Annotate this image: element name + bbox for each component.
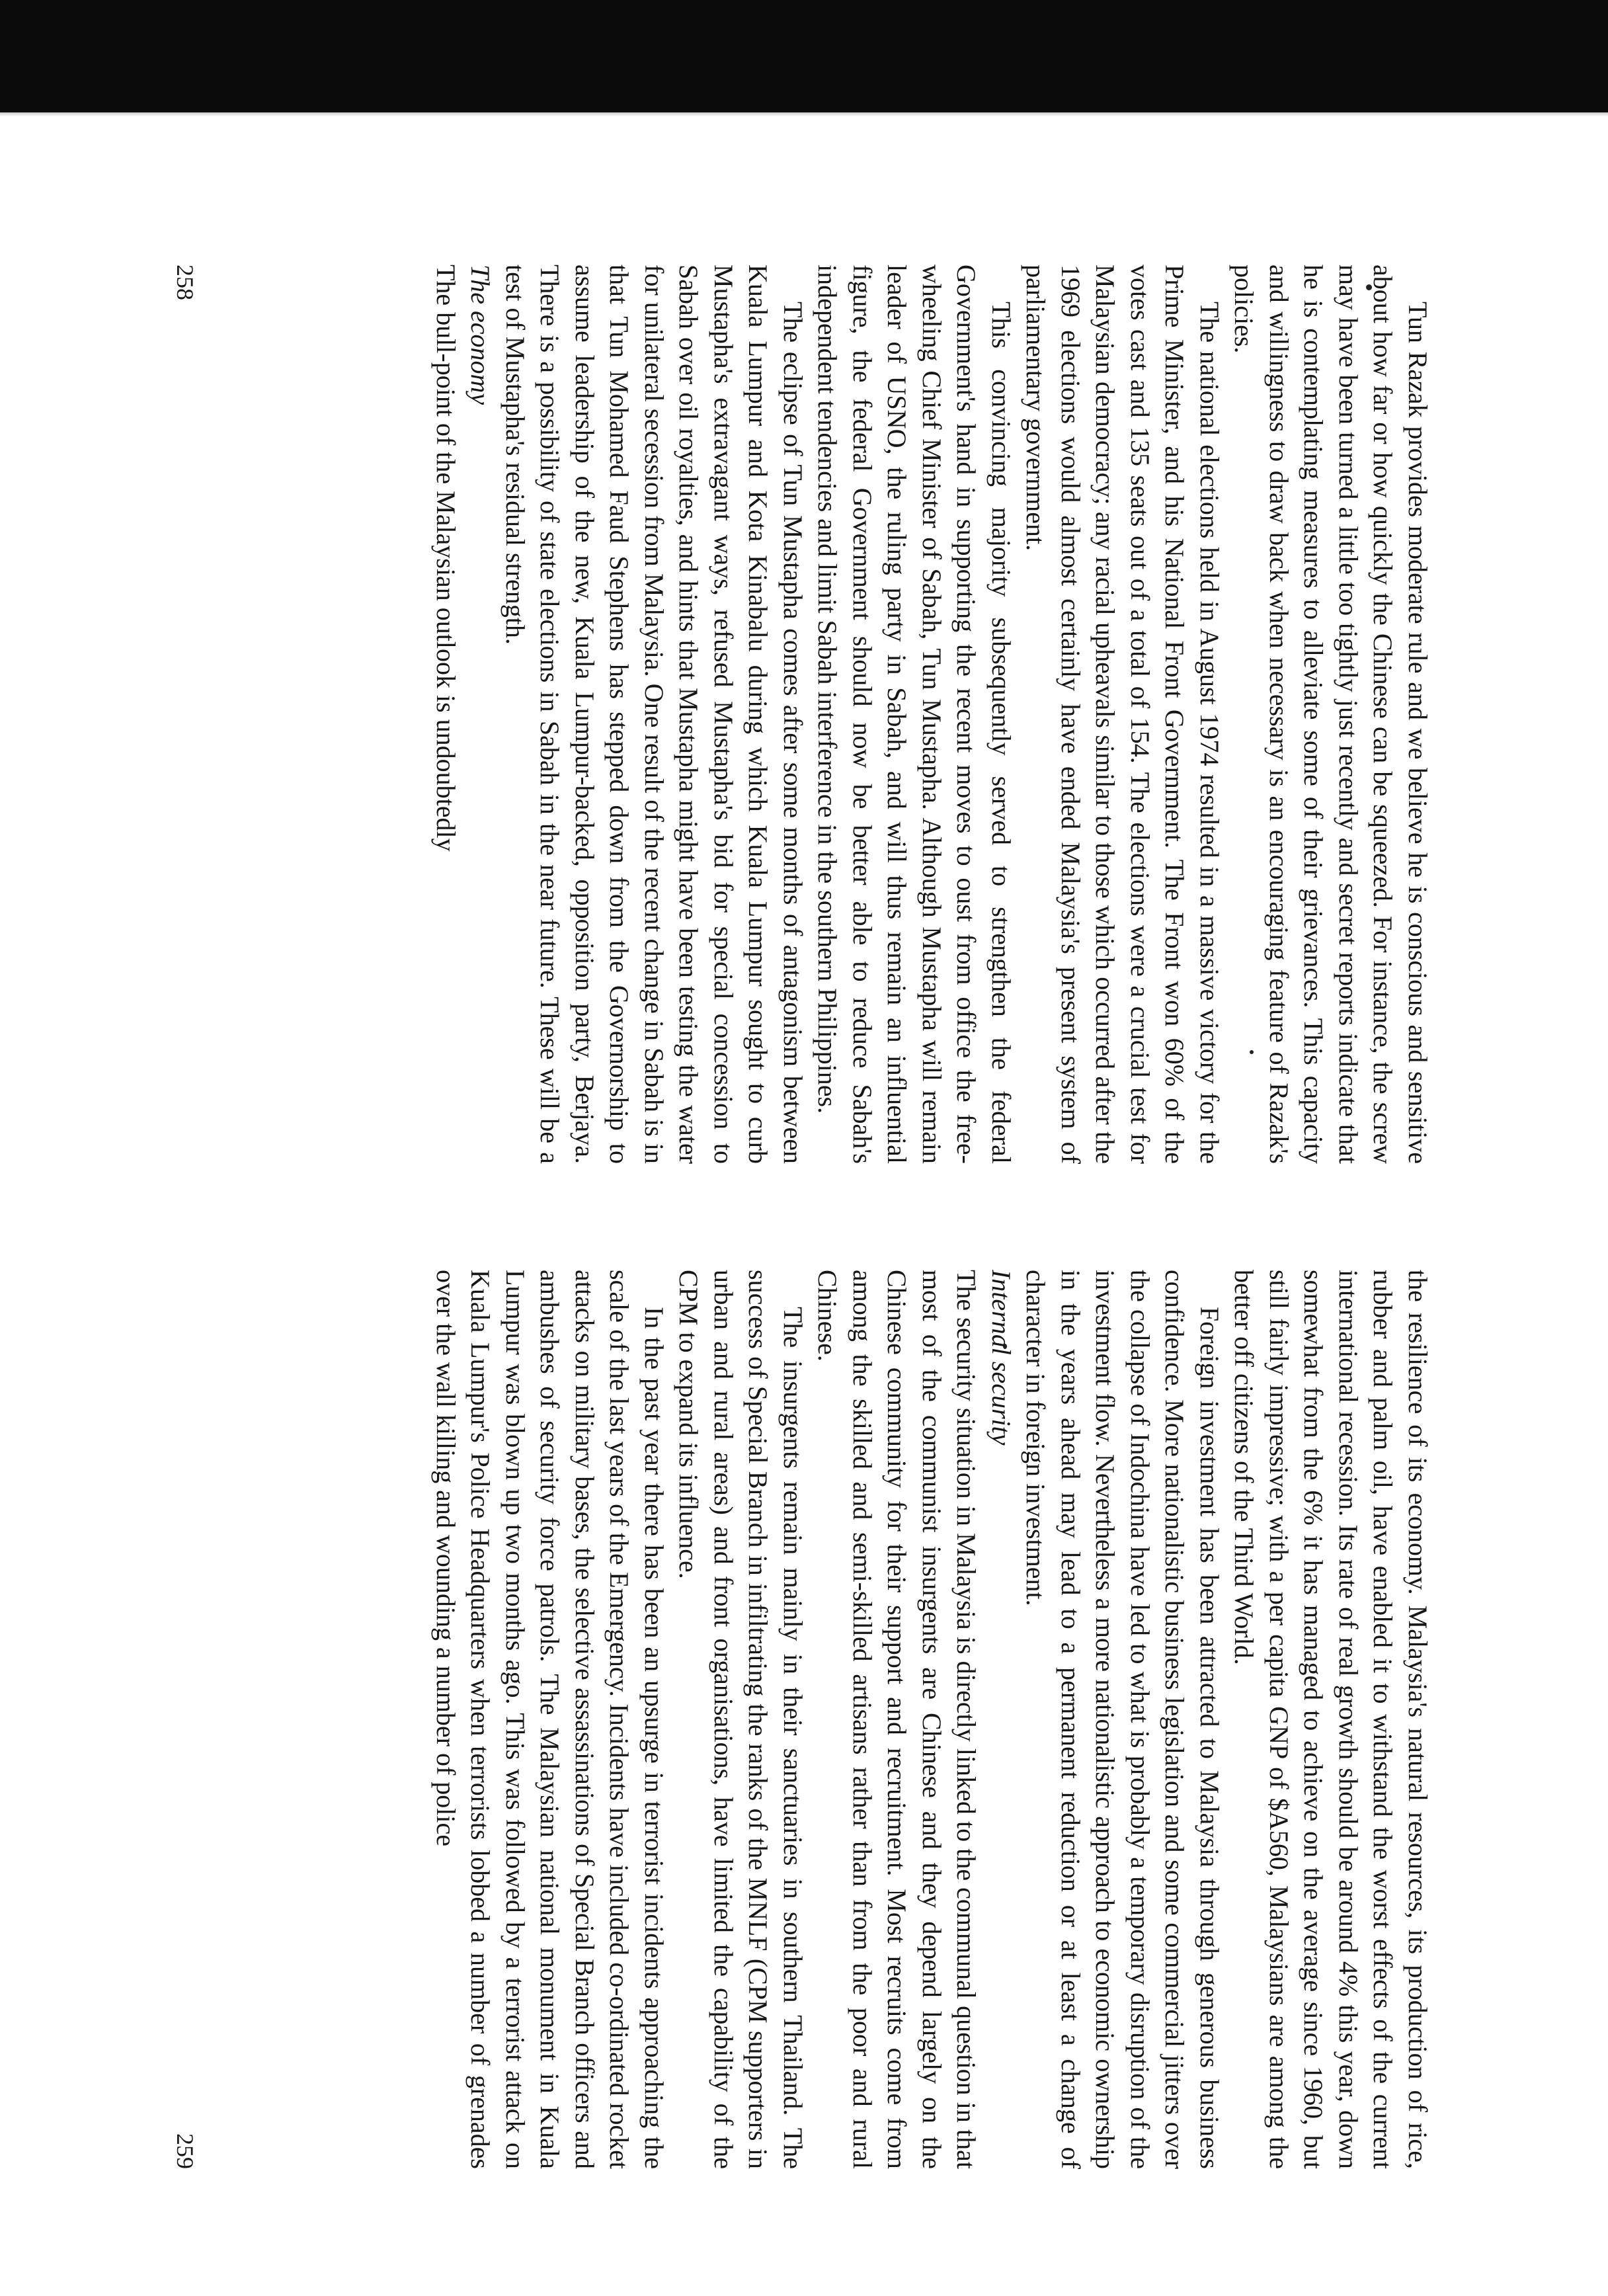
paragraph-security-situation: The security situation in Malaysia is directly linked to the communal question in that most of the communist insurgents are Chinese and they depend largely on the Chinese community for their support and recruitment. Most recruits come from among the skilled and semi-skilled artisans rather than from the poor and rural Chinese. [813,1270,982,2169]
scan-shadow-edge [0,99,1608,116]
book-spread [172,265,1441,2182]
paragraph-insurgents: The insurgents remain mainly in their sanctuaries in southern Thailand. The success of Special Branch in infiltrating the ranks of the MNLF (CPM supporters in urban and rural areas) and front organisations, have limited the capability of the CPM to expand its influence. [674,1270,808,2169]
paragraph-elections: The national elections held in August 1974 resulted in a massive victory for the Prime Minister, and his National Front Government. The Front won 60% of the votes cast and 135 seats out of a total of 154. The elections were a crucial test for Malaysian democracy; any racial upheavals similar to those which occurred after the 1969 elections would almost certainly have ended Malaysia's present system of parliamentary government. [1021,265,1225,1164]
heading-economy: The economy [465,265,496,405]
paragraph-mustapha: The eclipse of Tun Mustapha comes after some months of antagonism between Kuala Lumpur and Kota Kinabalu during which Kuala Lumpur sought to curb Mustapha's extravagant ways, refused Mustapha's bid for special concession to Sabah over oil royalties, and hints that Mustapha might have been testing the water for unilateral secession from Malaysia. One result of the recent change in Sabah is in that Tun Mohamed Faud Stephens has stepped down from the Governorship to assume leadership of the new, Kuala Lumpur-backed, opposition party, Berjaya. There is a possibility of state elections in Sabah in the near future. These will be a test of Mustapha's residual strength. [501,265,808,1164]
page-259 [172,1270,1441,2169]
scan-shadow-band [0,0,1608,112]
left-page-text [428,265,1435,1164]
paragraph-razak-rule: Tun Razak provides moderate rule and we believe he is conscious and sensitive about how far or how quickly the Chinese can be squeezed. For instance, the screw may have been turned a little too tightly just recently and secret reports indicate that he is contemplating measures to alleviate some of their grievances. This capacity and willingness to draw back when necessary is an encouraging feature of Razak's policies. [1229,265,1433,1164]
paragraph-foreign-investment: Foreign investment has been attracted to Malaysia through generous business confidence. More nationalistic business legislation and some commercial jitters over the collapse of Indochina have led to what is probably a temporary disruption of the investment flow. Nevertheless a more nationalistic approach to economic ownership in the years ahead may lead to a permanent reduction or at least a change of character in foreign investment. [1021,1270,1225,2169]
paragraph-terrorist-incidents: In the past year there has been an upsurge in terrorist incidents approaching the scale of the last years of the Emergency. Incidents have included co-ordinated rocket attacks on military bases, the selective assassinations of Special Branch officers and ambushes of security force patrols. The Malaysian national monument in Kuala Lumpur was blown up two months ago. This was followed by a terrorist attack on Kuala Lumpur's Police Headquarters when terrorists lobbed a number of grenades over the wall killing and wounding a number of police [431,1270,669,2169]
heading-internal-security: Internal security [986,1270,1016,1446]
paragraph-economy-continued: the resilience of its economy. Malaysia's natural resources, its production of rice, rubber and palm oil, have enabled it to withstand the worst effects of the current international recession. Its rate of real growth should be around 4% this year, down somewhat from the 6% it has managed to achieve on the average since 1960, but still fairly impressive; with a per capita GNP of $A560, Malaysians are among the better off citizens of the Third World. [1229,1270,1433,2169]
paragraph-majority: This convincing majority subsequently served to strengthen the federal Government's hand in supporting the recent moves to oust from office the free-wheeling Chief Minister of Sabah, Tun Mustapha. Although Mustapha will remain leader of USNO, the ruling party in Sabah, and will thus remain an influential figure, the federal Government should now be better able to reduce Sabah's independent tendencies and limit Sabah interference in the southern Philippines. [813,265,1016,1164]
page-number: 258 [172,265,198,300]
page-number: 259 [172,2133,198,2169]
paragraph-economy-start: The bull-point of the Malaysian outlook is undoubtedly [431,265,461,852]
page-258 [172,265,1441,1164]
right-page-text [428,1270,1435,2169]
